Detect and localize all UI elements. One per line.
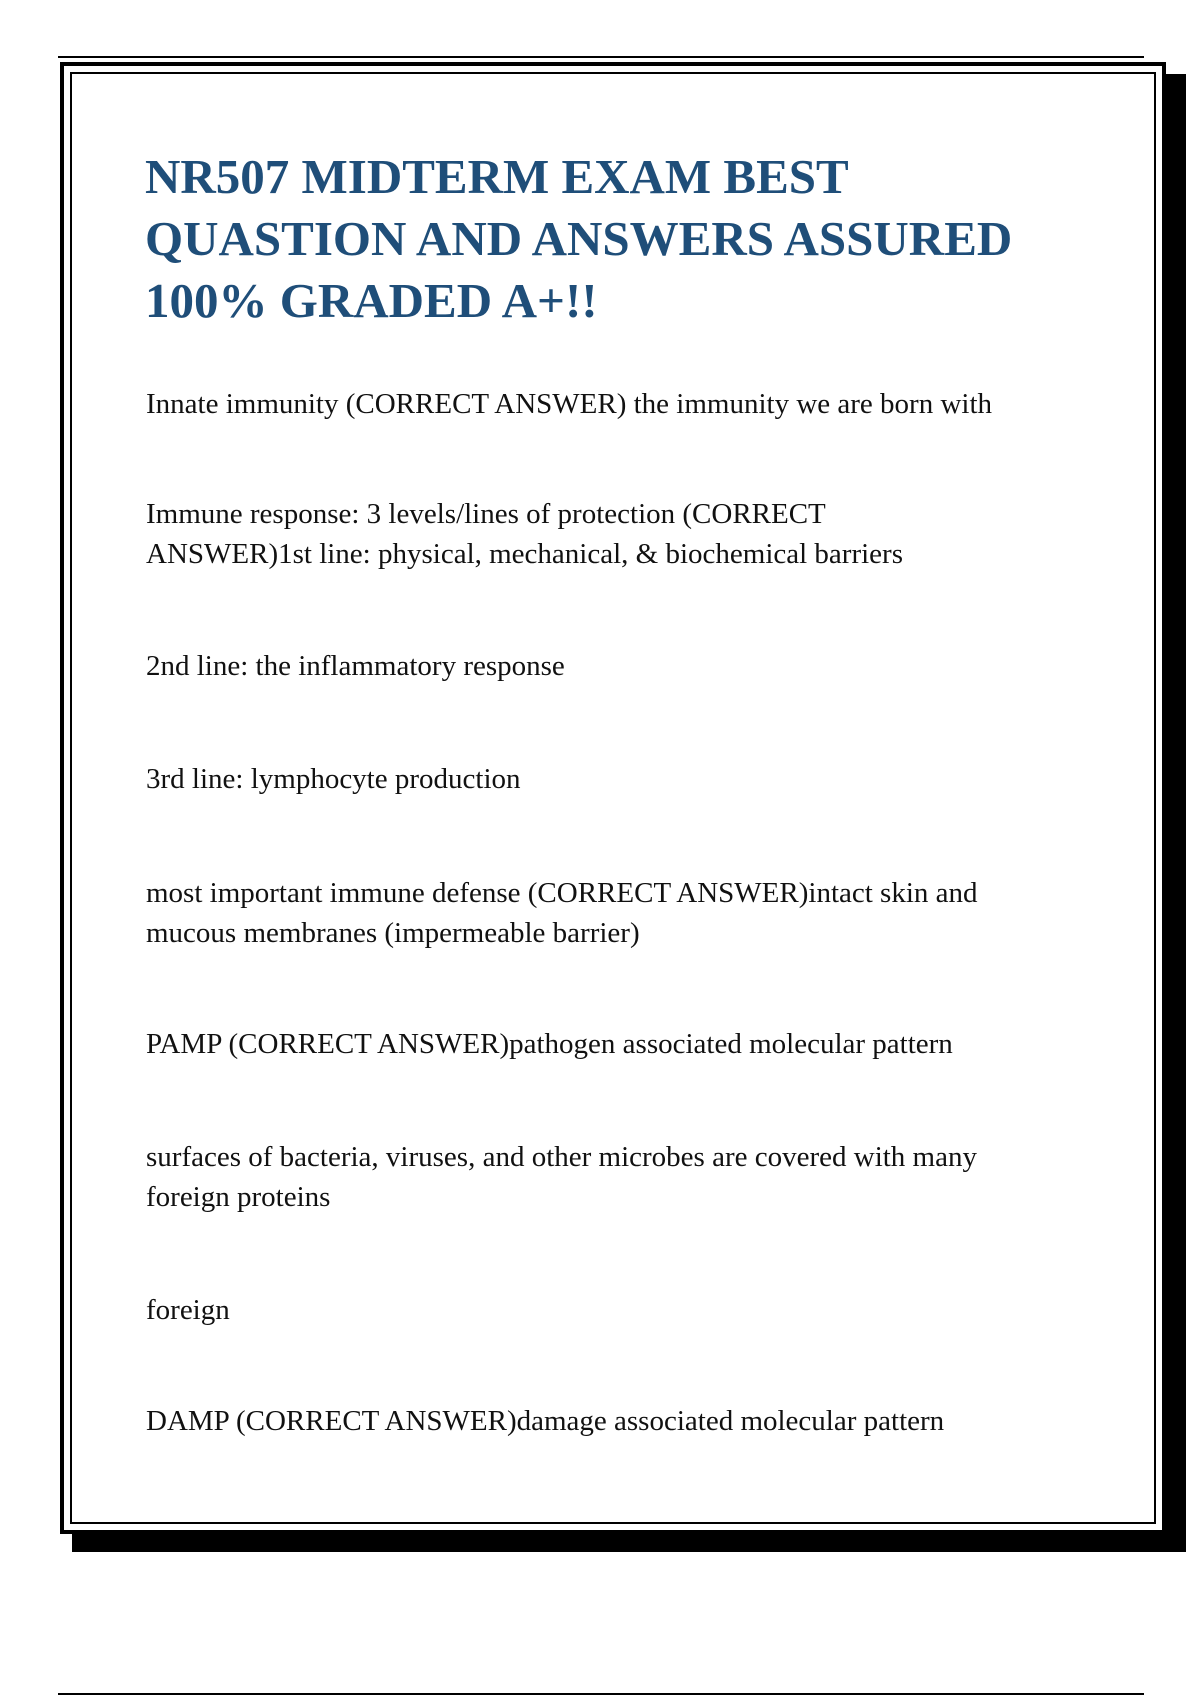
qa-entry-second-line: 2nd line: the inflammatory response bbox=[146, 650, 565, 682]
qa-entry-pamp: PAMP (CORRECT ANSWER)pathogen associated molecular pattern bbox=[146, 1028, 953, 1060]
title-line-3: 100% GRADED A+!! bbox=[145, 273, 598, 328]
qa-entry-third-line: 3rd line: lymphocyte production bbox=[146, 763, 521, 795]
qa-entry-microbe-surfaces: surfaces of bacteria, viruses, and other microbes are covered with many foreign proteins bbox=[146, 1141, 977, 1213]
qa-entry-foreign: foreign bbox=[146, 1294, 230, 1326]
bottom-rule bbox=[58, 1693, 1144, 1695]
qa-entry-immune-response: Immune response: 3 levels/lines of protection (CORRECT ANSWER)1st line: physical, mechanical, & biochemical barriers bbox=[146, 498, 903, 570]
title-line-1: NR507 MIDTERM EXAM BEST bbox=[145, 149, 849, 204]
qa-entry-damp: DAMP (CORRECT ANSWER)damage associated molecular pattern bbox=[146, 1405, 945, 1437]
qa-entry-innate-immunity: Innate immunity (CORRECT ANSWER) the immunity we are born with bbox=[146, 388, 993, 420]
top-rule bbox=[58, 56, 1144, 58]
document-title bbox=[145, 146, 1105, 332]
title-line-2: QUASTION AND ANSWERS ASSURED bbox=[145, 211, 1013, 266]
qa-entry-immune-defense: most important immune defense (CORRECT ANSWER)intact skin and mucous membranes (impermeable barrier) bbox=[146, 877, 978, 949]
